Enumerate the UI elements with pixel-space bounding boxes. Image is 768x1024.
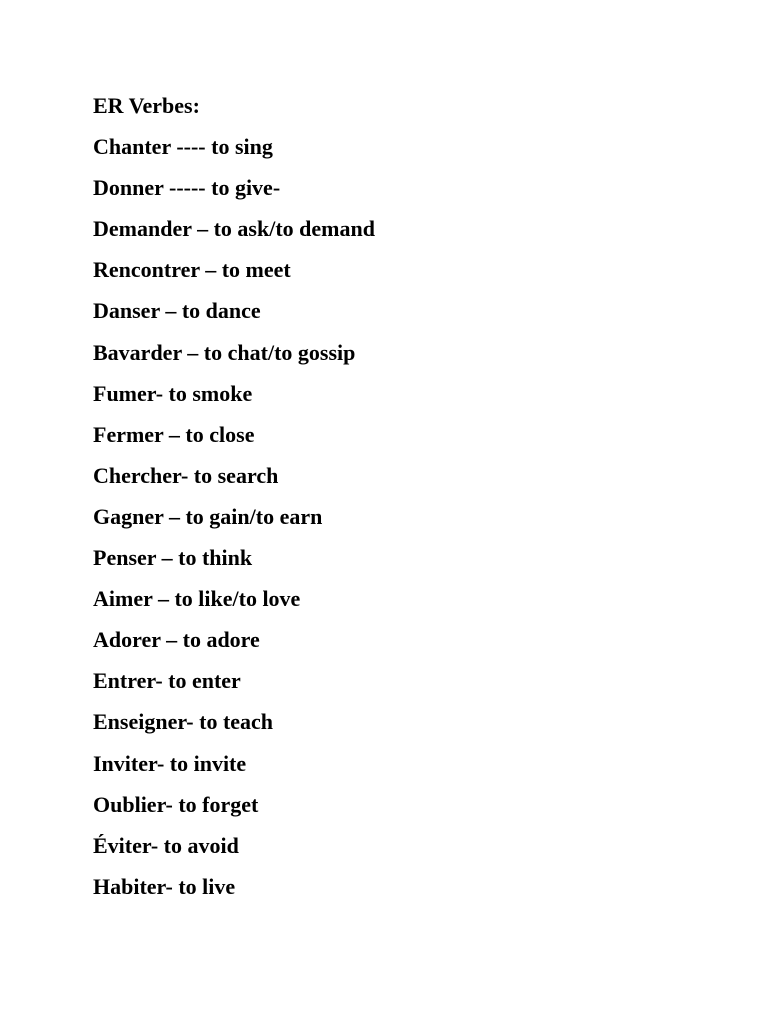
list-item: Gagner – to gain/to earn bbox=[93, 503, 323, 529]
list-item: Demander – to ask/to demand bbox=[93, 216, 375, 242]
list-item: Donner ----- to give- bbox=[93, 175, 281, 201]
list-item: Éviter- to avoid bbox=[93, 832, 239, 858]
list-item: Habiter- to live bbox=[93, 873, 236, 899]
list-item: Fermer – to close bbox=[93, 421, 255, 447]
list-item: Aimer – to like/to love bbox=[93, 586, 301, 612]
list-item: Chercher- to search bbox=[93, 462, 279, 488]
list-item: Penser – to think bbox=[93, 545, 253, 571]
list-item: Danser – to dance bbox=[93, 298, 261, 324]
list-item: Rencontrer – to meet bbox=[93, 257, 291, 283]
verb-list bbox=[93, 85, 375, 907]
list-heading: ER Verbes: bbox=[93, 93, 200, 118]
list-item: Bavarder – to chat/to gossip bbox=[93, 339, 356, 365]
list-item: Entrer- to enter bbox=[93, 668, 241, 694]
list-item: Chanter ---- to sing bbox=[93, 134, 273, 160]
list-item: Enseigner- to teach bbox=[93, 709, 274, 735]
list-item: Adorer – to adore bbox=[93, 627, 260, 653]
list-item: Inviter- to invite bbox=[93, 750, 247, 776]
list-item: Fumer- to smoke bbox=[93, 380, 253, 406]
list-item: Oublier- to forget bbox=[93, 791, 259, 817]
